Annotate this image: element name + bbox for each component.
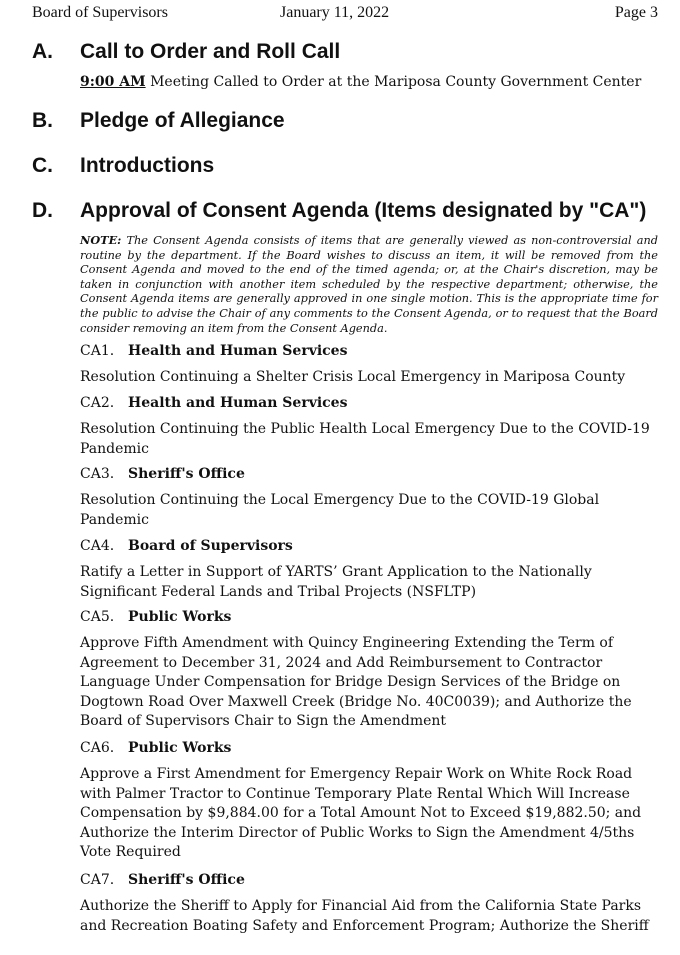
consent-item — [80, 343, 660, 388]
item-description: Resolution Continuing the Local Emergency Due to the COVID-19 Global Pandemic — [80, 492, 600, 528]
item-department: Sheriff's Office — [128, 466, 245, 482]
item-department: Sheriff's Office — [128, 872, 245, 888]
call-to-order-line — [80, 74, 641, 90]
header-page-number: Page 3 — [614, 4, 658, 21]
header-date: January 11, 2022 — [280, 4, 390, 21]
header-board-name: Board of Supervisors — [32, 4, 168, 21]
item-description: Approve a First Amendment for Emergency Repair Work on White Rock Road with Palmer Tractor to Continue Temporary Plate Rental Which Will Increase Compensation by $9,884.00 for a Total Amount Not to Exceed $19,882.50; and Authorize the Interim Director of Public Works to Sign the Amendment 4/5ths Vote Required — [80, 766, 642, 861]
consent-item — [80, 538, 660, 602]
item-description: Resolution Continuing a Shelter Crisis Local Emergency in Mariposa County — [80, 369, 626, 385]
section-title: Pledge of Allegiance — [80, 109, 285, 132]
item-department: Health and Human Services — [128, 395, 348, 411]
item-number: CA3. — [80, 466, 115, 482]
consent-item — [80, 872, 660, 936]
item-department: Public Works — [128, 740, 232, 756]
note-label: NOTE: — [80, 233, 122, 247]
consent-agenda-note — [80, 233, 658, 336]
item-department: Public Works — [128, 609, 232, 625]
item-description: Resolution Continuing the Public Health Local Emergency Due to the COVID-19 Pandemic — [80, 421, 650, 457]
section-letter: D. — [32, 199, 53, 222]
section-title: Approval of Consent Agenda (Items designated by "CA") — [80, 199, 647, 222]
item-number: CA4. — [80, 538, 115, 554]
meeting-time: 9:00 AM — [80, 74, 146, 90]
consent-item — [80, 609, 660, 732]
item-number: CA2. — [80, 395, 115, 411]
item-description: Authorize the Sheriff to Apply for Financial Aid from the California State Parks and Recreation Boating Safety and Enforcement Program; Authorize the Sheriff — [80, 898, 649, 934]
item-number: CA1. — [80, 343, 115, 359]
section-title: Call to Order and Roll Call — [80, 40, 341, 63]
section-letter: B. — [32, 109, 53, 132]
item-number: CA6. — [80, 740, 115, 756]
consent-item — [80, 740, 660, 863]
item-number: CA5. — [80, 609, 115, 625]
meeting-text: Meeting Called to Order at the Mariposa County Government Center — [145, 74, 642, 90]
item-description: Ratify a Letter in Support of YARTS’ Grant Application to the Nationally Significant Federal Lands and Tribal Projects (NSFLTP) — [80, 564, 592, 600]
item-number: CA7. — [80, 872, 115, 888]
section-title: Introductions — [80, 154, 215, 177]
section-letter: C. — [32, 154, 53, 177]
item-description: Approve Fifth Amendment with Quincy Engineering Extending the Term of Agreement to December 31, 2024 and Add Reimbursement to Contractor Language Under Compensation for Bridge Design Services of the Bridge on Dogtown Road Over Maxwell Creek (Bridge No. 40C0039); and Authorize the Board of Supervisors Chair to Sign the Amendment — [80, 635, 632, 730]
consent-item — [80, 466, 660, 530]
consent-item — [80, 395, 660, 459]
section-letter: A. — [32, 40, 53, 63]
note-text: The Consent Agenda consists of items that are generally viewed as non-controversial and routine by the department. If the Board wishes to discuss an item, it will be removed from the Consent Agenda and moved to the end of the timed agenda; or, at the Chair's discretion, may be taken in conjunction with another item scheduled by the respective department; otherwise, the Consent Agenda items are generally approved in one single motion. This is the appropriate time for the public to advise the Chair of any comments to the Consent Agenda, or to request that the Board consider removing an item from the Consent Agenda. — [80, 234, 658, 335]
page-header — [32, 4, 658, 24]
item-department: Health and Human Services — [128, 343, 348, 359]
item-department: Board of Supervisors — [128, 538, 293, 554]
